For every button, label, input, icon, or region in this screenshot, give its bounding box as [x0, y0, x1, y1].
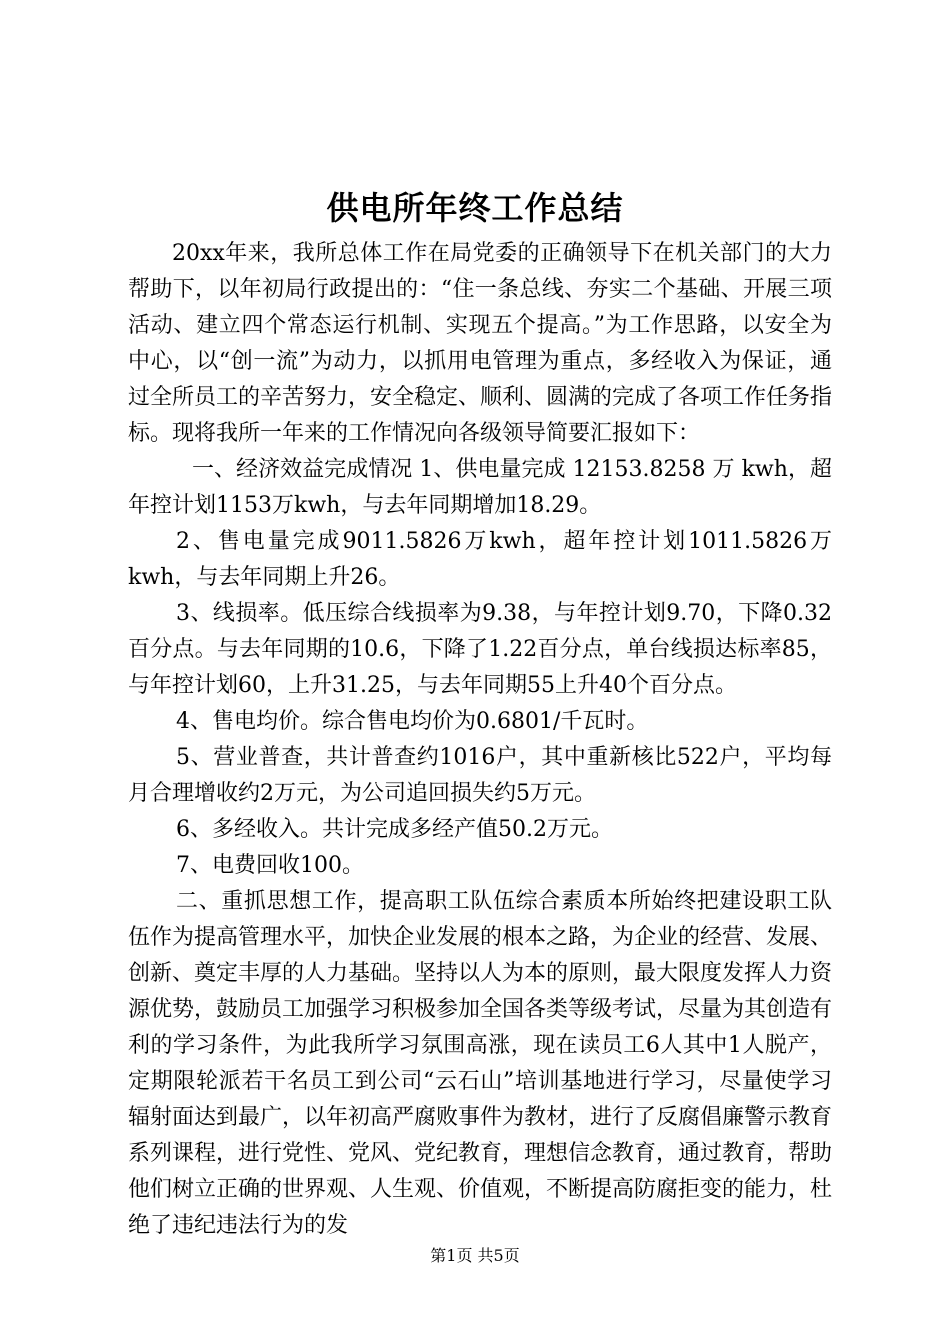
document-body	[128, 236, 832, 1244]
paragraph-intro: 20xx年来，我所总体工作在局党委的正确领导下在机关部门的大力帮助下，以年初局行政提出的：“住一条总线、夯实二个基础、开展三项活动、建立四个常态运行机制、实现五个提高。”为工作思路，以安全为中心，以“创一流”为动力，以抓用电管理为重点，多经收入为保证，通过全所员工的辛苦努力，安全稳定、顺利、圆满的完成了各项工作任务指标。现将我所一年来的工作情况向各级领导简要汇报如下：	[128, 241, 833, 446]
paragraph-economic-benefit: 一、经济效益完成情况 1、供电量完成 12153.8258 万 kwh，超年控计划1153万kwh，与去年同期增加18.29。	[128, 457, 832, 518]
document-title: 供电所年终工作总结	[326, 189, 624, 227]
paragraph-electricity-sales: 2、售电量完成9011.5826万kwh，超年控计划1011.5826万kwh，与去年同期上升26。	[128, 529, 832, 590]
paragraph-line-loss: 3、线损率。低压综合线损率为9.38，与年控计划9.70，下降0.32百分点。与去年同期的10.6，下降了1.22百分点，单台线损达标率85，与年控计划60，上升31.25，与去年同期55上升40个百分点。	[128, 601, 832, 698]
paragraph-business-survey: 5、营业普查，共计普查约1016户，其中重新核比522户，平均每月合理增收约2万元，为公司追回损失约5万元。	[128, 745, 832, 806]
paragraph-diversified-income: 6、多经收入。共计完成多经产值50.2万元。	[176, 817, 613, 842]
page-number-footer: 第1页 共5页	[430, 1246, 520, 1265]
paragraph-ideology-work: 二、重抓思想工作，提高职工队伍综合素质本所始终把建设职工队伍作为提高管理水平，加快企业发展的根本之路，为企业的经营、发展、创新、奠定丰厚的人力基础。坚持以人为本的原则，最大限度发挥人力资源优势，鼓励员工加强学习积极参加全国各类等级考试，尽量为其创造有利的学习条件，为此我所学习氛围高涨，现在读员工6人其中1人脱产，定期限轮派若干名员工到公司“云石山”培训基地进行学习，尽量使学习辐射面达到最广，以年初高严腐败事件为教材，进行了反腐倡廉警示教育系列课程，进行党性、党风、党纪教育，理想信念教育，通过教育，帮助他们树立正确的世界观、人生观、价值观，不断提高防腐拒变的能力，杜绝了违纪违法行为的发	[128, 889, 833, 1238]
paragraph-average-price: 4、售电均价。综合售电均价为0.6801/千瓦时。	[176, 709, 649, 734]
paragraph-fee-recovery: 7、电费回收100。	[176, 853, 364, 878]
